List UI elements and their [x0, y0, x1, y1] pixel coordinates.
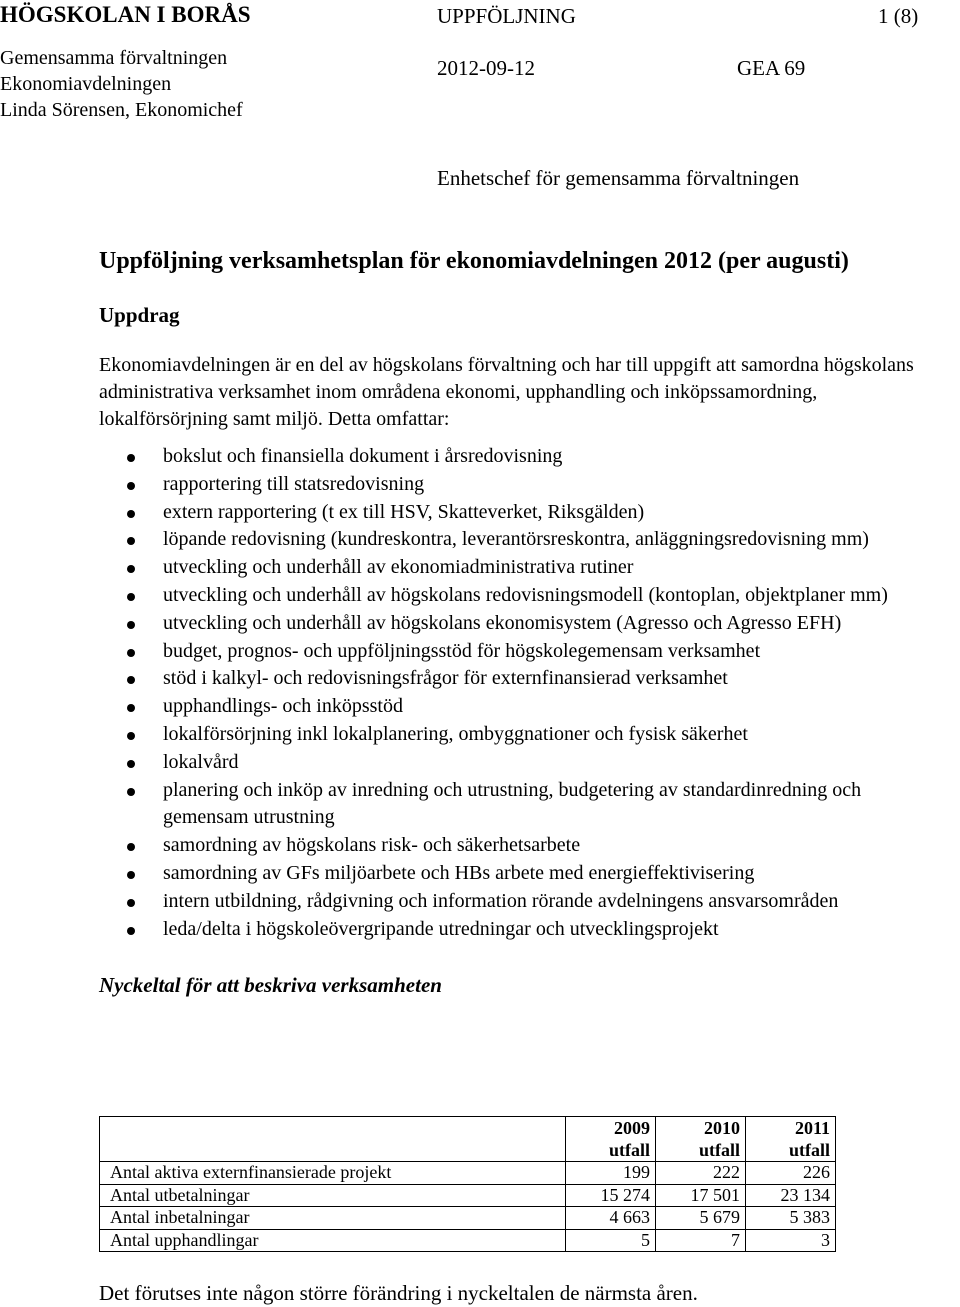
task-list-item — [99, 638, 944, 666]
kpi-value-cell: 4 663 — [566, 1207, 656, 1230]
organization-name: HÖGSKOLAN I BORÅS — [0, 2, 251, 27]
kpi-table-header-row — [100, 1117, 836, 1162]
kpi-header-label: utfall — [698, 1140, 740, 1160]
kpi-header-label: utfall — [788, 1140, 830, 1160]
task-text: lokalförsörjning inkl lokalplanering, ombyggnationer och fysisk säkerhet — [163, 722, 748, 745]
bullet-icon — [127, 871, 135, 879]
kpi-value-cell: 23 134 — [746, 1184, 836, 1207]
task-list-item — [99, 665, 944, 693]
document-body — [99, 246, 944, 999]
kpi-header-year: 2011 — [794, 1118, 830, 1138]
kpi-value-cell: 5 — [566, 1229, 656, 1252]
bullet-icon — [127, 899, 135, 907]
task-text: intern utbildning, rådgivning och information rörande avdelningens ansvarsområden — [163, 889, 839, 912]
task-text: lokalvård — [163, 750, 239, 773]
kpi-header-label: utfall — [608, 1140, 650, 1160]
task-list — [99, 443, 944, 943]
kpi-header-year: 2010 — [704, 1118, 740, 1138]
bullet-icon — [127, 704, 135, 712]
bullet-icon — [127, 482, 135, 490]
kpi-header-2009 — [566, 1117, 656, 1162]
recipient: Enhetschef för gemensamma förvaltningen — [437, 166, 800, 190]
section-heading: Uppdrag — [99, 303, 180, 327]
task-text: rapportering till statsredovisning — [163, 472, 425, 495]
task-text: leda/delta i högskoleövergripande utredningar och utvecklingsprojekt — [163, 917, 719, 940]
kpi-header-year: 2009 — [614, 1118, 650, 1138]
task-list-item — [99, 443, 944, 471]
bullet-icon — [127, 565, 135, 573]
bullet-icon — [127, 510, 135, 518]
task-list-item — [99, 888, 944, 916]
kpi-value-cell: 7 — [656, 1229, 746, 1252]
sender-name: Linda Sörensen, Ekonomichef — [0, 99, 243, 121]
bullet-icon — [127, 537, 135, 545]
kpi-value-cell: 5 679 — [656, 1207, 746, 1230]
document-date: 2012-09-12 — [437, 56, 535, 80]
kpi-value-cell: 3 — [746, 1229, 836, 1252]
task-list-item — [99, 499, 944, 527]
task-text: utveckling och underhåll av ekonomiadministrativa rutiner — [163, 556, 634, 579]
bullet-icon — [127, 843, 135, 851]
task-list-item — [99, 832, 944, 860]
page-number: 1 (8) — [878, 4, 919, 28]
task-list-item — [99, 582, 944, 610]
intro-paragraph: Ekonomiavdelningen är en del av högskolans förvaltning och har till uppgift att samordna högskolans administrativa verksamhet inom områdena ekonomi, upphandling och inköpssamordning, lokalförsörjning samt miljö. Detta omfattar: — [99, 354, 914, 430]
task-text: samordning av GFs miljöarbete och HBs arbete med energieffektivisering — [163, 861, 755, 884]
task-text: upphandlings- och inköpsstöd — [163, 695, 403, 718]
bullet-icon — [127, 927, 135, 935]
kpi-table — [99, 1116, 836, 1252]
kpi-value-cell: 15 274 — [566, 1184, 656, 1207]
task-text: planering och inköp av inredning och utrustning, budgetering av standardinredning och gemensam utrustning — [163, 778, 862, 829]
kpi-value-cell: 222 — [656, 1162, 746, 1185]
task-text: budget, prognos- och uppföljningsstöd för högskolegemensam verksamhet — [163, 639, 761, 662]
task-list-item — [99, 471, 944, 499]
task-text: extern rapportering (t ex till HSV, Skatteverket, Riksgälden) — [163, 500, 645, 523]
document-reference: GEA 69 — [737, 56, 806, 80]
table-row — [100, 1184, 836, 1207]
task-text: samordning av högskolans risk- och säkerhetsarbete — [163, 834, 581, 857]
task-list-item — [99, 721, 944, 749]
task-list-item — [99, 777, 944, 833]
task-list-item — [99, 749, 944, 777]
sender-department: Gemensamma förvaltningen — [0, 47, 228, 69]
task-list-item — [99, 860, 944, 888]
task-list-item — [99, 526, 944, 554]
task-text: stöd i kalkyl- och redovisningsfrågor för externfinansierad verksamhet — [163, 667, 728, 690]
kpi-row-label: Antal utbetalningar — [100, 1184, 566, 1207]
task-text: utveckling och underhåll av högskolans redovisningsmodell (kontoplan, objektplaner mm) — [163, 583, 888, 606]
conclusion-paragraph: Det förutses inte någon större förändring i nyckeltalen de närmsta åren. — [99, 1281, 698, 1305]
kpi-heading: Nyckeltal för att beskriva verksamheten — [99, 973, 442, 998]
kpi-value-cell: 17 501 — [656, 1184, 746, 1207]
sender-unit: Ekonomiavdelningen — [0, 73, 172, 95]
bullet-icon — [127, 760, 135, 768]
bullet-icon — [127, 732, 135, 740]
task-text: löpande redovisning (kundreskontra, leverantörsreskontra, anläggningsredovisning mm) — [163, 528, 869, 551]
kpi-value-cell: 226 — [746, 1162, 836, 1185]
kpi-header-2011 — [746, 1117, 836, 1162]
bullet-icon — [127, 454, 135, 462]
task-list-item — [99, 554, 944, 582]
document-title: Uppföljning verksamhetsplan för ekonomiavdelningen 2012 (per augusti) — [99, 248, 849, 274]
kpi-header-2010 — [656, 1117, 746, 1162]
kpi-row-label: Antal inbetalningar — [100, 1207, 566, 1230]
task-list-item — [99, 916, 944, 944]
task-text: utveckling och underhåll av högskolans ekonomisystem (Agresso och Agresso EFH) — [163, 611, 842, 634]
table-row — [100, 1162, 836, 1185]
bullet-icon — [127, 649, 135, 657]
kpi-row-label: Antal aktiva externfinansierade projekt — [100, 1162, 566, 1185]
kpi-header-empty — [100, 1117, 566, 1162]
kpi-table-body — [100, 1162, 836, 1252]
task-list-item — [99, 610, 944, 638]
bullet-icon — [127, 621, 135, 629]
document-type: UPPFÖLJNING — [437, 4, 576, 28]
table-row — [100, 1207, 836, 1230]
kpi-value-cell: 199 — [566, 1162, 656, 1185]
bullet-icon — [127, 676, 135, 684]
kpi-value-cell: 5 383 — [746, 1207, 836, 1230]
kpi-row-label: Antal upphandlingar — [100, 1229, 566, 1252]
bullet-icon — [127, 593, 135, 601]
table-row — [100, 1229, 836, 1252]
task-list-item — [99, 693, 944, 721]
task-text: bokslut och finansiella dokument i årsredovisning — [163, 445, 563, 467]
bullet-icon — [127, 788, 135, 796]
